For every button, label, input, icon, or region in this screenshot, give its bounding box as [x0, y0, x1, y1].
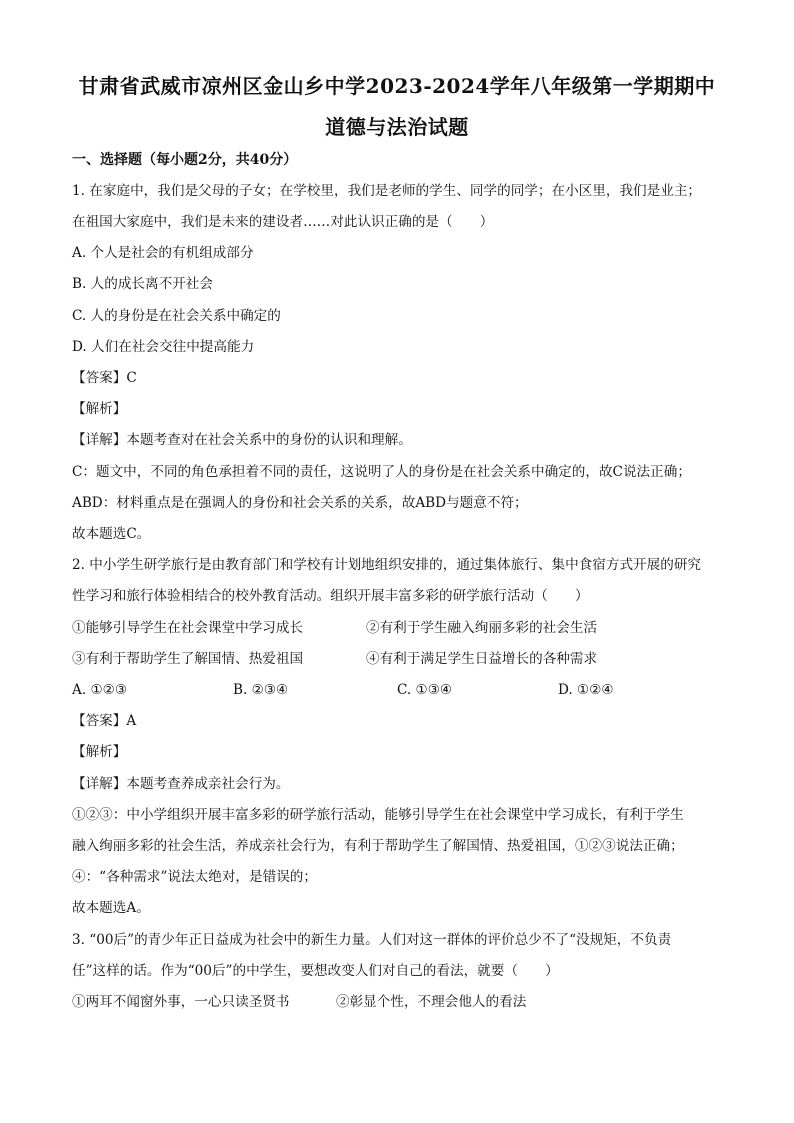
q1-detail-line-4: 故本题选C。: [72, 526, 151, 542]
q2-detail-line-3: 融入绚丽多彩的社会生活，养成亲社会行为，有利于帮助学生了解国情、热爱祖国，①②③说法正确；: [72, 838, 684, 854]
q2-detail-line-4: ④：“各种需求”说法太绝对，是错误的；: [72, 869, 317, 885]
exam-subtitle: 道德与法治试题: [325, 115, 469, 139]
q2-detail-line-5: 故本题选A。: [72, 900, 150, 916]
q2-statement-4: ④有利于满足学生日益增长的各种需求: [366, 651, 598, 667]
q2-analysis-label: 【解析】: [72, 744, 127, 760]
q1-stem-line-1: 1. 在家庭中，我们是父母的子女；在学校里，我们是老师的学生、同学的同学；在小区里，我们是业主；: [72, 183, 702, 199]
q2-answer: 【答案】A: [72, 713, 137, 729]
q1-detail-line-3: ABD：材料重点是在强调人的身份和社会关系的关系，故ABD与题意不符；: [72, 495, 528, 511]
q1-option-d: D. 人们在社会交往中提高能力: [72, 339, 255, 355]
q1-analysis-label: 【解析】: [72, 401, 127, 417]
q1-stem-line-2: 在祖国大家庭中，我们是未来的建设者……对此认识正确的是（ ）: [72, 214, 494, 230]
exam-title: 甘肃省武威市凉州区金山乡中学2023-2024学年八年级第一学期期中: [78, 74, 716, 98]
q2-option-b: B. ②③④: [233, 682, 289, 698]
q1-detail-line-1: 【详解】本题考查对在社会关系中的身份的认识和理解。: [72, 432, 412, 448]
q2-option-d: D. ①②④: [558, 682, 614, 698]
q1-option-c: C. 人的身份是在社会关系中确定的: [72, 308, 281, 324]
q3-statement-1: ①两耳不闻窗外事，一心只读圣贤书: [72, 994, 290, 1010]
q2-stem-line-2: 性学习和旅行体验相结合的校外教育活动。组织开展丰富多彩的研学旅行活动（ ）: [72, 588, 589, 604]
section-heading: 一、选择题（每小题2分，共40分）: [72, 152, 298, 168]
q2-option-c: C. ①③④: [397, 682, 453, 698]
q1-answer: 【答案】C: [72, 370, 137, 386]
q2-statement-3: ③有利于帮助学生了解国情、热爱祖国: [72, 651, 304, 667]
q2-statement-2: ②有利于学生融入绚丽多彩的社会生活: [366, 620, 598, 636]
q3-stem-line-2: 任”这样的话。作为“00后”的中学生，要想改变人们对自己的看法，就要（ ）: [72, 963, 559, 979]
q2-stem-line-1: 2. 中小学生研学旅行是由教育部门和学校有计划地组织安排的，通过集体旅行、集中食宿方式开展的研究: [72, 557, 702, 573]
q2-statement-1: ①能够引导学生在社会课堂中学习成长: [72, 620, 304, 636]
q3-statement-2: ②彰显个性，不理会他人的看法: [336, 994, 527, 1010]
q2-detail-line-1: 【详解】本题考查养成亲社会行为。: [72, 776, 290, 792]
q1-option-a: A. 个人是社会的有机组成部分: [72, 245, 254, 261]
q2-option-a: A. ①②③: [72, 682, 128, 698]
q1-option-b: B. 人的成长离不开社会: [72, 276, 213, 292]
q1-detail-line-2: C：题文中，不同的角色承担着不同的责任，这说明了人的身份是在社会关系中确定的，故C说法正确；: [72, 464, 691, 480]
q3-stem-line-1: 3. “00后”的青少年正日益成为社会中的新生力量。人们对这一群体的评价总少不了“没规矩，不负责: [72, 932, 672, 948]
q2-detail-line-2: ①②③：中小学组织开展丰富多彩的研学旅行活动，能够引导学生在社会课堂中学习成长，有利于学生: [72, 807, 684, 823]
